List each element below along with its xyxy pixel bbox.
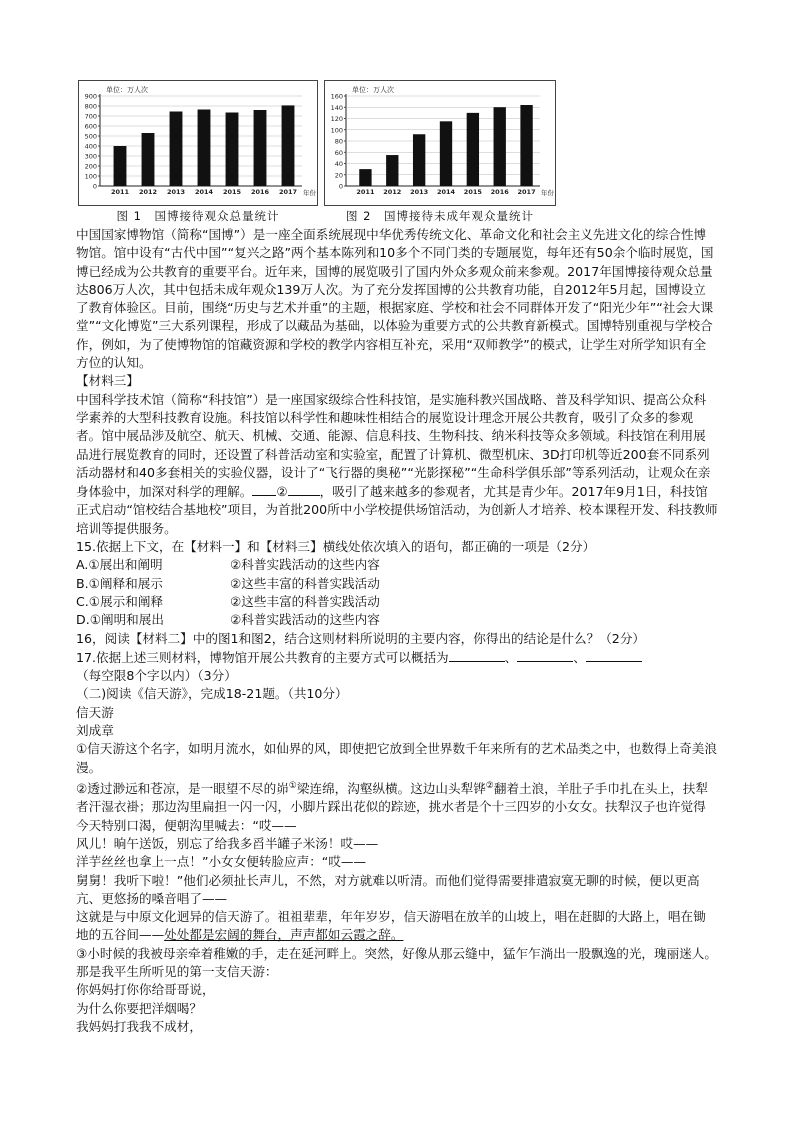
song-line-3: 我妈妈打我我不成材， <box>76 1018 202 1034</box>
question-16: 16，阅读【材料二】中的图1和图2，结合这则材料所说明的主要内容，你得出的结论是什么？（2分） <box>76 630 646 646</box>
option-c-1: C.①展示和阐释 <box>76 593 164 609</box>
separator-1: 、 <box>504 649 518 665</box>
material-3-text <box>76 391 718 538</box>
x-tick-label: 2011 <box>110 188 130 196</box>
y-tick-label: 140 <box>330 103 343 112</box>
paragraph-3: ③小时候的我被母亲牵着稚嫩的手，走在延河畔上。突然，好像从那云缝中，猛乍乍淌出一股飘逸的光，瑰丽迷人。那是我平生所听见的第一支信天游： <box>76 945 717 980</box>
figure-2-caption: 图 2 国博接待未成年观众量统计 <box>346 209 534 223</box>
y-tick-label: 100 <box>330 126 343 135</box>
y-tick-label: 0 <box>338 182 343 191</box>
bar-2015 <box>226 113 239 187</box>
figure-2 <box>324 80 556 224</box>
y-tick-label: 60 <box>334 148 343 157</box>
figure-1-caption: 图 1 国博接待观众总量统计 <box>116 209 280 223</box>
option-b-1: B.①阐释和展示 <box>76 575 163 591</box>
option-a <box>76 556 718 574</box>
answer-blank-1[interactable] <box>449 648 505 662</box>
option-b <box>76 575 718 593</box>
footnote-mark-2: ② <box>485 780 494 791</box>
x-tick-label: 2016 <box>490 188 509 196</box>
y-tick-label: 20 <box>334 171 343 180</box>
figures <box>78 80 558 226</box>
bar-2016 <box>254 110 267 186</box>
bar-2015 <box>467 113 479 186</box>
bar-2016 <box>494 107 506 186</box>
y-tick-label: 40 <box>334 160 343 168</box>
paragraph-1: ①信天游这个名字，如明月流水，如仙界的风，即使把它放到全世界数千年来所有的艺术品类之中，也数得上奇美浪漫。 <box>76 741 717 775</box>
x-axis-label: 年份 <box>303 189 316 197</box>
option-b-2: ②这些丰富的科普实践活动 <box>230 575 380 591</box>
question-15: 15.依据上下文，在【材料一】和【材料三】横线处依次填入的语句，都正确的一项是（2分） <box>76 539 596 555</box>
x-tick-label: 2015 <box>463 188 482 196</box>
article-author: 刘成章 <box>76 723 114 739</box>
bar-2012 <box>386 155 398 186</box>
bar-2011 <box>359 169 371 186</box>
bar-2014 <box>198 110 211 187</box>
paragraph-2-line-3: 洋芋丝丝也拿上一点！”小女女便转脸应声：“哎—— <box>76 854 367 870</box>
material-3-heading: 【材料三】 <box>76 373 139 389</box>
blank-2-right <box>288 482 320 496</box>
song-line-2: 为什么你要把洋烟喝？ <box>76 1000 202 1016</box>
bar-2014 <box>440 121 452 186</box>
y-tick-label: 120 <box>330 115 343 123</box>
chart-2 <box>324 80 556 206</box>
chart-1 <box>78 80 318 206</box>
option-d-1: D.①阐明和展出 <box>76 612 164 628</box>
footnote-mark-1: ① <box>288 780 297 791</box>
x-tick-label: 2014 <box>194 188 214 196</box>
option-a-2: ②科普实践活动的这些内容 <box>230 557 380 573</box>
bar-2011 <box>114 146 127 186</box>
y-tick-label: 600 <box>84 122 97 131</box>
bar-2013 <box>170 112 183 187</box>
y-tick-label: 0 <box>92 182 97 191</box>
paragraph-2-line-5 <box>76 908 718 945</box>
material-3-text-b: ，吸引了越来越多的参观者，尤其是青少年。2017年9月1日，科技馆正式启动“馆校结合基地校”项目，为首批200所中小学校提供场馆活动，为创新人才培养、校本课程开发、科技教师培训等提供服务。 <box>76 484 718 536</box>
paragraph-2-line-2: 风儿！晌午送饭，别忘了给我多舀半罐子米汤！哎—— <box>76 835 379 851</box>
bar-2013 <box>413 134 425 186</box>
x-tick-label: 2015 <box>222 188 242 196</box>
option-c <box>76 593 718 611</box>
bar-2017 <box>282 105 295 186</box>
x-tick-label: 2013 <box>410 188 429 196</box>
x-tick-label: 2014 <box>436 188 456 196</box>
option-d-2: ②科普实践活动的这些内容 <box>230 612 380 628</box>
blank-2-left <box>252 482 276 496</box>
figure-1 <box>78 80 318 224</box>
x-tick-label: 2016 <box>250 188 270 196</box>
x-tick-label: 2011 <box>356 188 375 196</box>
x-axis-label: 年份 <box>541 189 554 197</box>
paragraph-2-b: 梁连绵，沟壑纵横。这边山头犁铧 <box>296 781 486 797</box>
y-tick-label: 80 <box>334 137 343 146</box>
paragraph-2-line-5-text: 这就是与中原文化迥异的信天游了。祖祖辈辈，年年岁岁，信天游唱在放羊的山坡上，唱在赶脚的大路上，唱在锄地的五谷间—— <box>76 909 706 943</box>
answer-blank-2[interactable] <box>517 648 573 662</box>
x-tick-label: 2012 <box>138 188 158 196</box>
bar-2012 <box>142 133 155 186</box>
bar-2017 <box>520 105 532 186</box>
y-tick-label: 400 <box>84 142 97 151</box>
x-tick-label: 2012 <box>383 188 402 196</box>
material-3-text-a: 中国科学技术馆（简称“科技馆”）是一座国家级综合性科技馆，是实施科教兴国战略、普及科学知识、提高公众科学素养的大型科技教育设施。科技馆以科学性和趣味性相结合的展览设计理念开展公共教育，吸引了众多的参观者。馆中展品涉及航空、航天、机械、交通、能源、信息科技、生物科技、纳米科技等众多领域。科技馆在利用展品进行展览教育的同时，还设置了科普活动室和实验室，配置了计算机、微型机床、3D打印机等近200套不同系列活动器材和40多套相关的实验仪器，设计了“飞行器的奥秘”“光影探秘”“生命科学俱乐部”等系列活动，让观众在亲身体验中，加深对科学的理解。 <box>76 391 711 500</box>
paragraph-2-c: 翻着土浪，羊肚子手巾扎在头上，扶犁者汗湿衣褂；那边沟里扁担一闪一闪，小脚片踩出花似的踪迹，挑水者是个十三四岁的小女女。扶犁汉子也许觉得今天特别口渴，便朝沟里喊去：“哎—— <box>76 781 708 833</box>
y-tick-label: 500 <box>84 132 97 141</box>
separator-2: 、 <box>573 649 586 665</box>
article-title: 信天游 <box>76 704 114 720</box>
x-tick-label: 2017 <box>517 188 536 196</box>
material-2-text: 中国国家博物馆（简称“国博”）是一座全面系统展现中华优秀传统文化、革命文化和社会主义先进文化的综合性博物馆。馆中设有“古代中国”“复兴之路”两个基本陈列和10多个不同门类的专题展览，每年还有50余个临时展览，国博已经成为公共教育的重要平台。近年来，国博的展览吸引了国内外众多观众前来参观。2017年国博接待观众总量达806万人次，其中包括未成年观众139万人次。为了充分发挥国博的公共教育功能，自2012年5月起，国博设立了教育体验区。目前，围绕“历史与艺术并重”的主题，根据家庭、学校和社会不同群体开发了“阳光少年”“社会大课堂”“文化博览”三大系列课程，形成了以藏品为基础，以体验为重要方式的公共教育新模式。国博特别重视与学校合作，例如，为了使博物馆的馆藏资源和学校的教学内容相互补充，采用“双师教学”的模式，让学生对所学知识有全方位的认知。 <box>76 227 714 371</box>
y-tick-label: 100 <box>84 172 97 181</box>
underlined-sentence: 处处都是宏阔的舞台，声声都如云霞之辞。 <box>164 927 404 943</box>
question-17-text: 17.依据上述三则材料，博物馆开展公共教育的主要方式可以概括为 <box>76 649 449 665</box>
x-tick-label: 2017 <box>278 188 298 196</box>
y-tick-label: 900 <box>84 92 97 101</box>
y-tick-label: 300 <box>84 152 97 161</box>
x-tick-label: 2013 <box>166 188 186 196</box>
option-a-1: A.①展出和阐明 <box>76 557 163 573</box>
answer-blank-3[interactable] <box>586 648 642 662</box>
section-2-heading: （二)阅读《信天游》，完成18-21题。（共10分） <box>76 686 348 702</box>
option-d <box>76 611 718 629</box>
y-tick-label: 200 <box>84 162 97 171</box>
y-tick-label: 800 <box>84 102 97 111</box>
unit-label: 单位：万人次 <box>106 86 148 94</box>
paragraph-2-a: ②透过渺远和苍凉，是一眼望不尽的峁 <box>76 781 289 797</box>
option-c-2: ②这些丰富的科普实践活动 <box>230 593 380 609</box>
paragraph-2-line-4: 舅舅！我听下啦！”他们必须扯长声儿，不然，对方就难以听清。而他们觉得需要排遣寂寞无聊的时候，便以更高亢、更悠扬的嗓音唱了—— <box>76 872 700 906</box>
blank-2-mark: ② <box>276 484 288 500</box>
unit-label: 单位：万人次 <box>352 86 394 94</box>
y-tick-label: 700 <box>84 112 97 121</box>
question-17-limit: （每空限8个字以内）（3分） <box>76 668 237 684</box>
paragraph-2 <box>76 777 718 835</box>
song-line-1: 你妈妈打你你给哥哥说， <box>76 982 215 998</box>
question-17 <box>76 648 718 686</box>
document-body <box>76 226 718 1036</box>
y-tick-label: 160 <box>330 92 343 101</box>
